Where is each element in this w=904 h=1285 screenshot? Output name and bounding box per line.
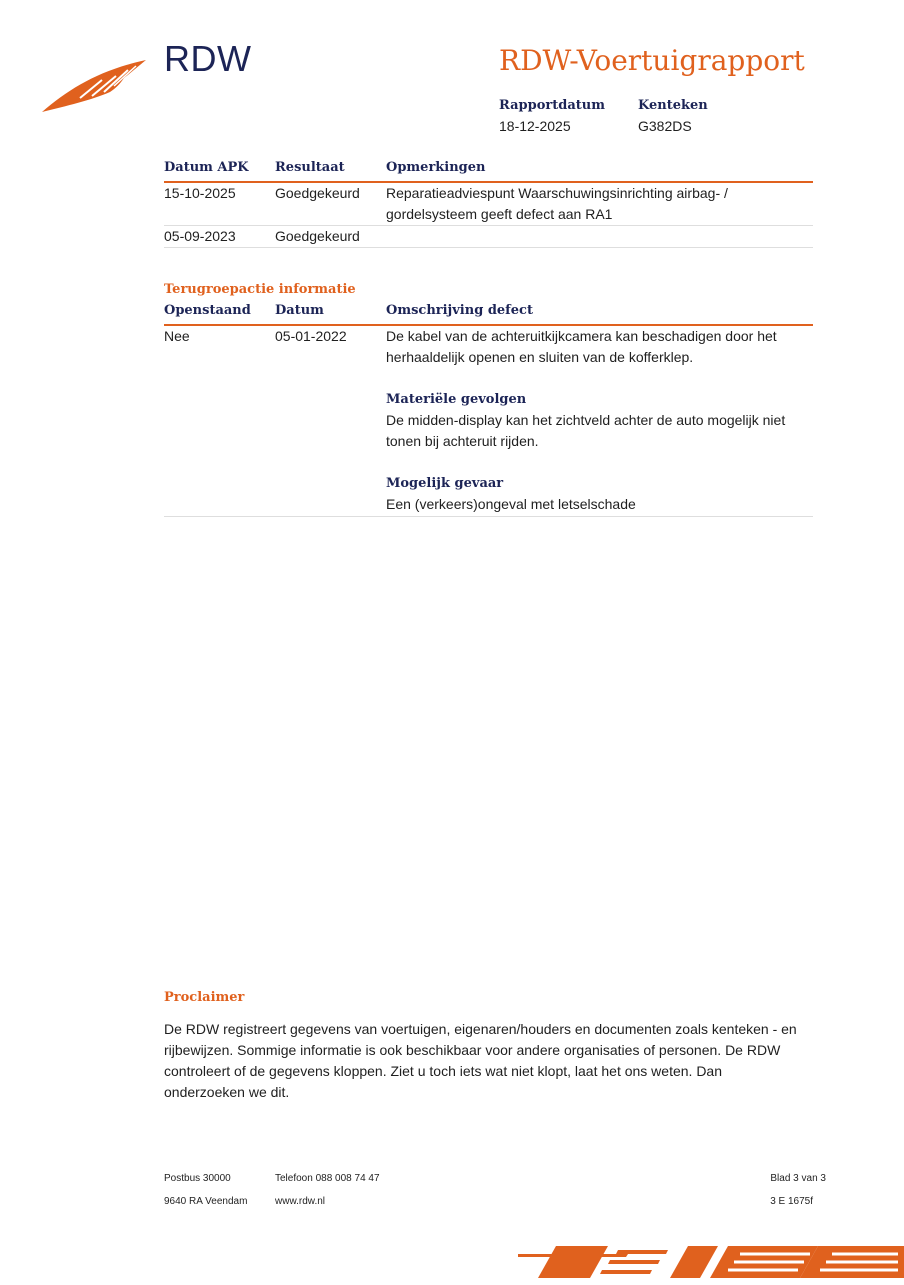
consequences-line: De midden-display kan het zichtveld achter de auto mogelijk niet	[386, 412, 786, 428]
consequences-line: tonen bij achteruit rijden.	[386, 433, 539, 449]
report-title: RDW-Voertuigrapport	[499, 44, 805, 77]
plate-value: G382DS	[638, 118, 692, 134]
footer-stripes-graphic	[518, 1244, 904, 1285]
recall-table	[164, 303, 813, 517]
apk-result: Goedgekeurd	[275, 185, 360, 201]
apk-remark-line: Reparatieadviespunt Waarschuwingsinrichting airbag- /	[386, 185, 728, 201]
apk-remarks-header: Opmerkingen	[386, 160, 486, 175]
table-row	[164, 226, 813, 248]
defect-line: De kabel van de achteruitkijkcamera kan beschadigen door het	[386, 328, 777, 344]
consequences-label: Materiële gevolgen	[386, 392, 527, 407]
recall-date-header: Datum	[275, 303, 324, 318]
recall-open: Nee	[164, 328, 190, 344]
apk-date: 15-10-2025	[164, 185, 236, 201]
report-date-label: Rapportdatum	[499, 98, 605, 113]
recall-table-header	[164, 303, 813, 326]
apk-table	[164, 160, 813, 248]
footer-phone: Telefoon 088 008 74 47	[275, 1173, 380, 1184]
footer-address-line2: 9640 RA Veendam	[164, 1196, 248, 1207]
apk-date: 05-09-2023	[164, 228, 236, 244]
table-row	[164, 183, 813, 226]
defect-line: herhaaldelijk openen en sluiten van de kofferklep.	[386, 349, 694, 365]
danger-line: Een (verkeers)ongeval met letselschade	[386, 496, 636, 512]
proclaimer-title: Proclaimer	[164, 990, 245, 1005]
footer-code: 3 E 1675f	[770, 1196, 813, 1207]
recall-title: Terugroepactie informatie	[164, 282, 356, 297]
apk-result: Goedgekeurd	[275, 228, 360, 244]
report-date-value: 18-12-2025	[499, 118, 571, 134]
apk-result-header: Resultaat	[275, 160, 345, 175]
plate-label: Kenteken	[638, 98, 708, 113]
apk-date-header: Datum APK	[164, 160, 249, 175]
apk-table-header	[164, 160, 813, 183]
feather-icon	[40, 58, 148, 119]
danger-label: Mogelijk gevaar	[386, 476, 504, 491]
proclaimer-text: De RDW registreert gegevens van voertuigen, eigenaren/houders en documenten zoals kenteken - en rijbewijzen. Sommige informatie is ook beschikbaar voor andere organisaties of personen. De RDW controleert of de gegevens kloppen. Ziet u toch iets wat niet klopt, laat het ons weten. Dan onderzoeken we dit.	[164, 1021, 797, 1100]
footer-page-number: Blad 3 van 3	[770, 1173, 826, 1184]
recall-description	[386, 326, 806, 515]
recall-defect-header: Omschrijving defect	[386, 303, 533, 318]
apk-remark	[386, 183, 806, 225]
footer-address-line1: Postbus 30000	[164, 1173, 231, 1184]
logo-text: RDW	[164, 38, 252, 79]
recall-date: 05-01-2022	[275, 328, 347, 344]
footer-website[interactable]: www.rdw.nl	[275, 1196, 326, 1207]
table-row	[164, 326, 813, 517]
recall-open-header: Openstaand	[164, 303, 251, 318]
apk-remark-line: gordelsysteem geeft defect aan RA1	[386, 206, 613, 222]
